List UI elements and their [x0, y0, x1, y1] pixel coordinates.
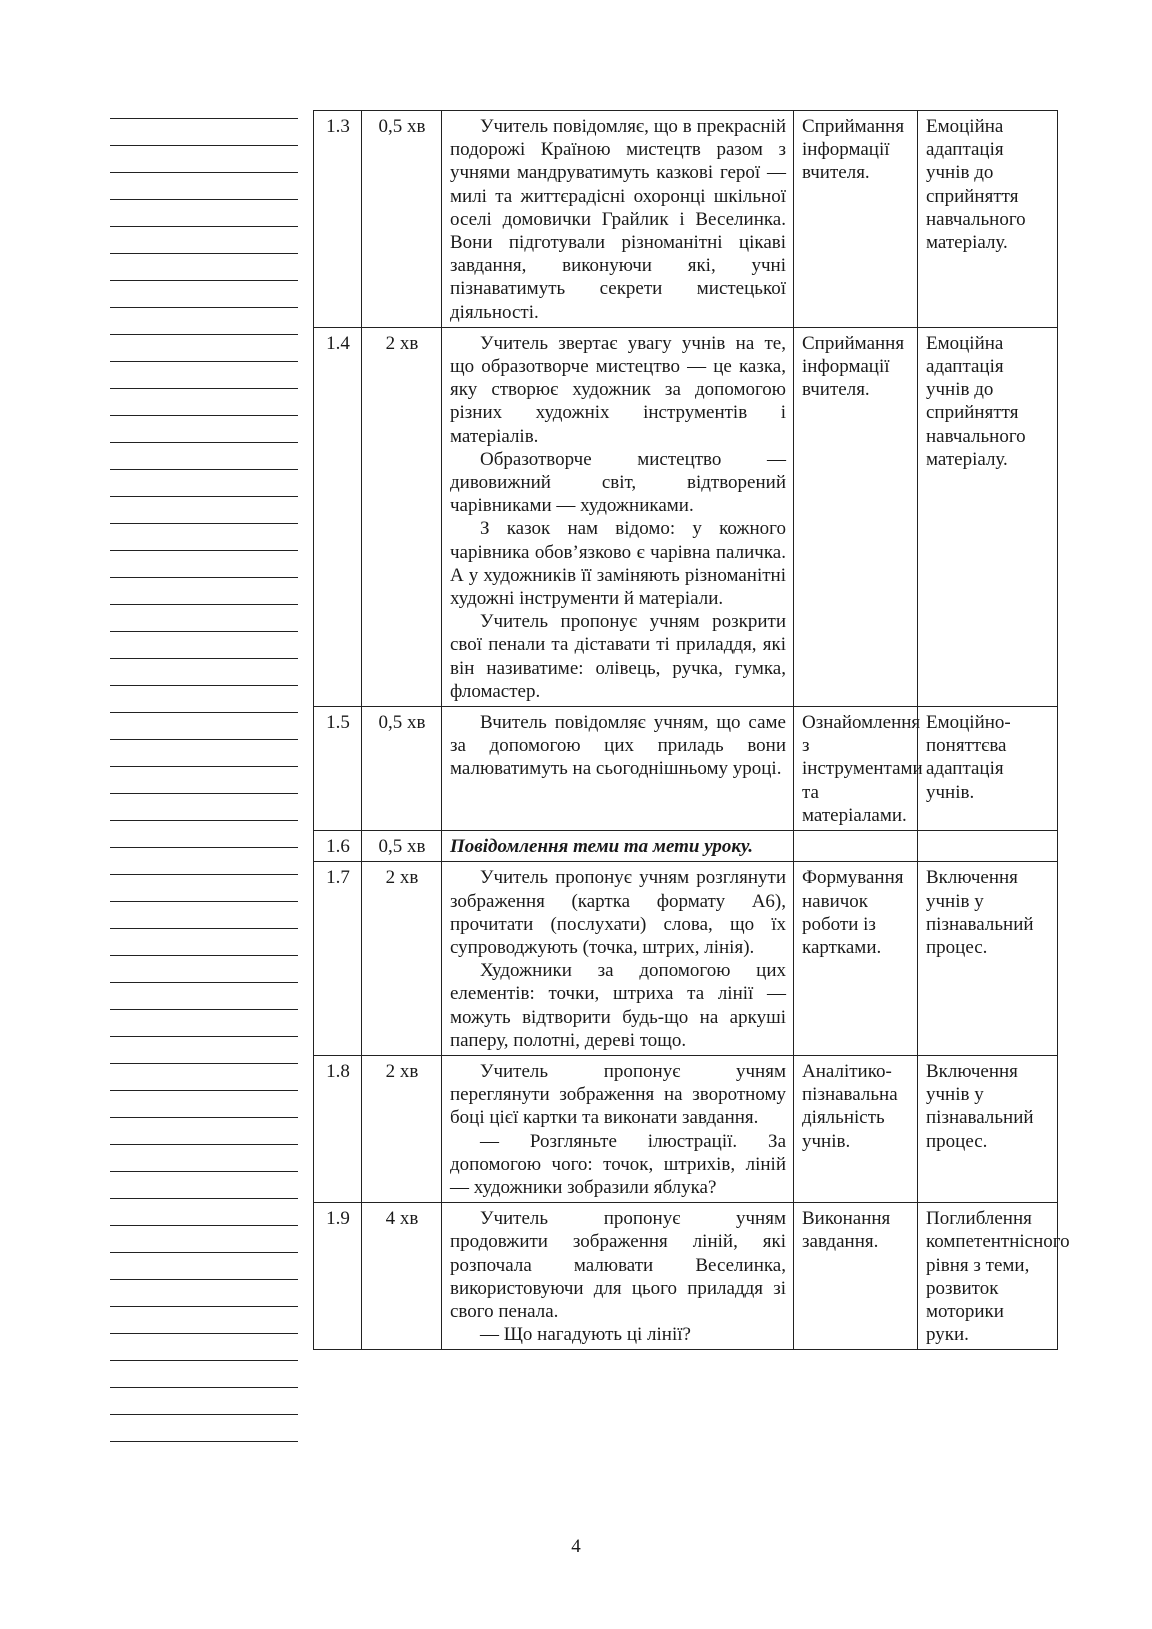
page-number: 4 — [571, 1536, 581, 1557]
note-line — [110, 388, 298, 389]
note-line — [110, 847, 298, 848]
step-number: 1.7 — [314, 862, 362, 1056]
step-goal: Включення учнів у пізнавальний процес. — [918, 862, 1058, 1056]
description-paragraph: Учитель пропонує учням розкрити свої пенали та діставати ті приладдя, які він називатиме: олівець, ручка, гумка, фломастер. — [450, 611, 786, 702]
step-description — [442, 707, 794, 831]
step-description — [442, 1055, 794, 1202]
note-line — [110, 1360, 298, 1361]
student-activity: Виконання завдання. — [794, 1203, 918, 1350]
step-duration: 4 хв — [362, 1203, 442, 1350]
note-line — [110, 955, 298, 956]
student-activity: Сприймання інформації вчителя. — [794, 111, 918, 328]
table-row — [314, 831, 1058, 862]
note-line — [110, 307, 298, 308]
note-line — [110, 982, 298, 983]
step-number: 1.8 — [314, 1055, 362, 1202]
step-duration: 0,5 хв — [362, 707, 442, 831]
description-paragraph: — Що нагадують ці лінії? — [480, 1324, 691, 1346]
note-line — [110, 874, 298, 875]
step-duration: 2 хв — [362, 1055, 442, 1202]
note-line — [110, 1090, 298, 1091]
student-activity: Ознайомлення з інструментами та матеріалами. — [794, 707, 918, 831]
note-line — [110, 145, 298, 146]
step-number: 1.6 — [314, 831, 362, 862]
description-paragraph: Учитель звертає увагу учнів на те, що образотворче мистецтво — це казка, яку створює художник за допомогою різних художніх інструментів і матеріалів. — [450, 332, 786, 447]
table-row — [314, 1203, 1058, 1350]
description-paragraph: Учитель пропонує учням продовжити зображення ліній, які розпочала малювати Веселинка, використовуючи для цього приладдя зі свого пенала. — [450, 1208, 786, 1322]
step-description — [442, 862, 794, 1056]
step-description — [442, 831, 794, 862]
note-line — [110, 1333, 298, 1334]
description-paragraph: Учитель повідомляє, що в прекрасній подорожі Країною мистецтв разом з учнями мандруватимуть казкові герої — милі та життєрадісні охоронці шкільної оселі домовички Грайлик і Веселинка. Вони підготували різноманітні цікаві завдання, виконуючи які, учні пізнаватимуть секрети мистецької діяльності. — [450, 116, 786, 323]
step-description — [442, 1203, 794, 1350]
note-line — [110, 199, 298, 200]
note-line — [110, 685, 298, 686]
step-goal — [918, 831, 1058, 862]
note-line — [110, 1306, 298, 1307]
note-line — [110, 523, 298, 524]
note-line — [110, 631, 298, 632]
note-line — [110, 1198, 298, 1199]
step-number: 1.3 — [314, 111, 362, 328]
note-line — [110, 253, 298, 254]
note-line — [110, 1144, 298, 1145]
step-heading: Повідомлення теми та мети уроку. — [450, 836, 754, 858]
note-line — [110, 1387, 298, 1388]
step-goal: Включення учнів у пізнавальний процес. — [918, 1055, 1058, 1202]
student-activity: Формування навичок роботи із картками. — [794, 862, 918, 1056]
step-duration: 0,5 хв — [362, 111, 442, 328]
note-line — [110, 712, 298, 713]
description-paragraph: Учитель пропонує учням переглянути зображення на зворотному боці цієї картки та виконати завдання. — [450, 1060, 786, 1129]
note-line — [110, 1036, 298, 1037]
table-row — [314, 327, 1058, 706]
note-line — [110, 1117, 298, 1118]
step-duration: 2 хв — [362, 327, 442, 706]
step-goal: Емоційна адаптація учнів до сприйняття навчального матеріалу. — [918, 327, 1058, 706]
note-line — [110, 469, 298, 470]
description-paragraph: Художники за допомогою цих елементів: точки, штриха та лінії — можуть відтворити будь-що на аркуші паперу, полотні, дереві тощо. — [450, 960, 786, 1051]
description-paragraph: З казок нам відомо: у кожного чарівника обов’язково є чарівна паличка. А у художників її заміняють різноманітні художні інструменти й матеріали. — [450, 518, 786, 610]
note-line — [110, 496, 298, 497]
note-line — [110, 928, 298, 929]
note-line — [110, 361, 298, 362]
note-line — [110, 1063, 298, 1064]
step-goal: Поглиблення компетентнісного рівня з теми, розвиток моторики руки. — [918, 1203, 1058, 1350]
note-line — [110, 415, 298, 416]
description-paragraph: Вчитель повідомляє учням, що саме за допомогою цих приладь вони малюватимуть на сьогоднішньому уроці. — [450, 712, 786, 780]
description-paragraph: Учитель пропонує учням розглянути зображення (картка формату А6), прочитати (послухати) слова, що їх супроводжують (точка, штрих, лінія). — [450, 867, 786, 958]
note-line — [110, 442, 298, 443]
note-line — [110, 1414, 298, 1415]
note-line — [110, 334, 298, 335]
note-line — [110, 1225, 298, 1226]
description-paragraph: — Розгляньте ілюстрації. За допомогою чого: точок, штрихів, ліній — художники зобразили яблука? — [450, 1130, 786, 1198]
step-description — [442, 327, 794, 706]
note-line — [110, 1171, 298, 1172]
step-duration: 0,5 хв — [362, 831, 442, 862]
note-line — [110, 118, 298, 119]
note-line — [110, 1441, 298, 1442]
note-line — [110, 766, 298, 767]
note-line — [110, 1009, 298, 1010]
table-row — [314, 1055, 1058, 1202]
step-duration: 2 хв — [362, 862, 442, 1056]
note-line — [110, 226, 298, 227]
description-paragraph: Образотворче мистецтво — дивовижний світ, відтворений чарівниками — художниками. — [450, 448, 786, 517]
note-line — [110, 1279, 298, 1280]
table-row — [314, 862, 1058, 1056]
note-line — [110, 658, 298, 659]
table-row — [314, 707, 1058, 831]
step-number: 1.4 — [314, 327, 362, 706]
note-line — [110, 1252, 298, 1253]
student-activity: Аналітико-пізнавальна діяльність учнів. — [794, 1055, 918, 1202]
note-line — [110, 550, 298, 551]
notes-margin — [110, 0, 298, 1629]
note-line — [110, 604, 298, 605]
note-line — [110, 739, 298, 740]
step-number: 1.9 — [314, 1203, 362, 1350]
step-description — [442, 111, 794, 328]
lesson-plan-table — [313, 110, 1070, 1350]
note-line — [110, 901, 298, 902]
note-line — [110, 820, 298, 821]
note-line — [110, 577, 298, 578]
note-line — [110, 793, 298, 794]
note-line — [110, 280, 298, 281]
note-line — [110, 172, 298, 173]
student-activity: Сприймання інформації вчителя. — [794, 327, 918, 706]
table-row — [314, 111, 1058, 328]
step-goal: Емоційна адаптація учнів до сприйняття навчального матеріалу. — [918, 111, 1058, 328]
student-activity — [794, 831, 918, 862]
step-number: 1.5 — [314, 707, 362, 831]
step-goal: Емоційно-поняттєва адаптація учнів. — [918, 707, 1058, 831]
